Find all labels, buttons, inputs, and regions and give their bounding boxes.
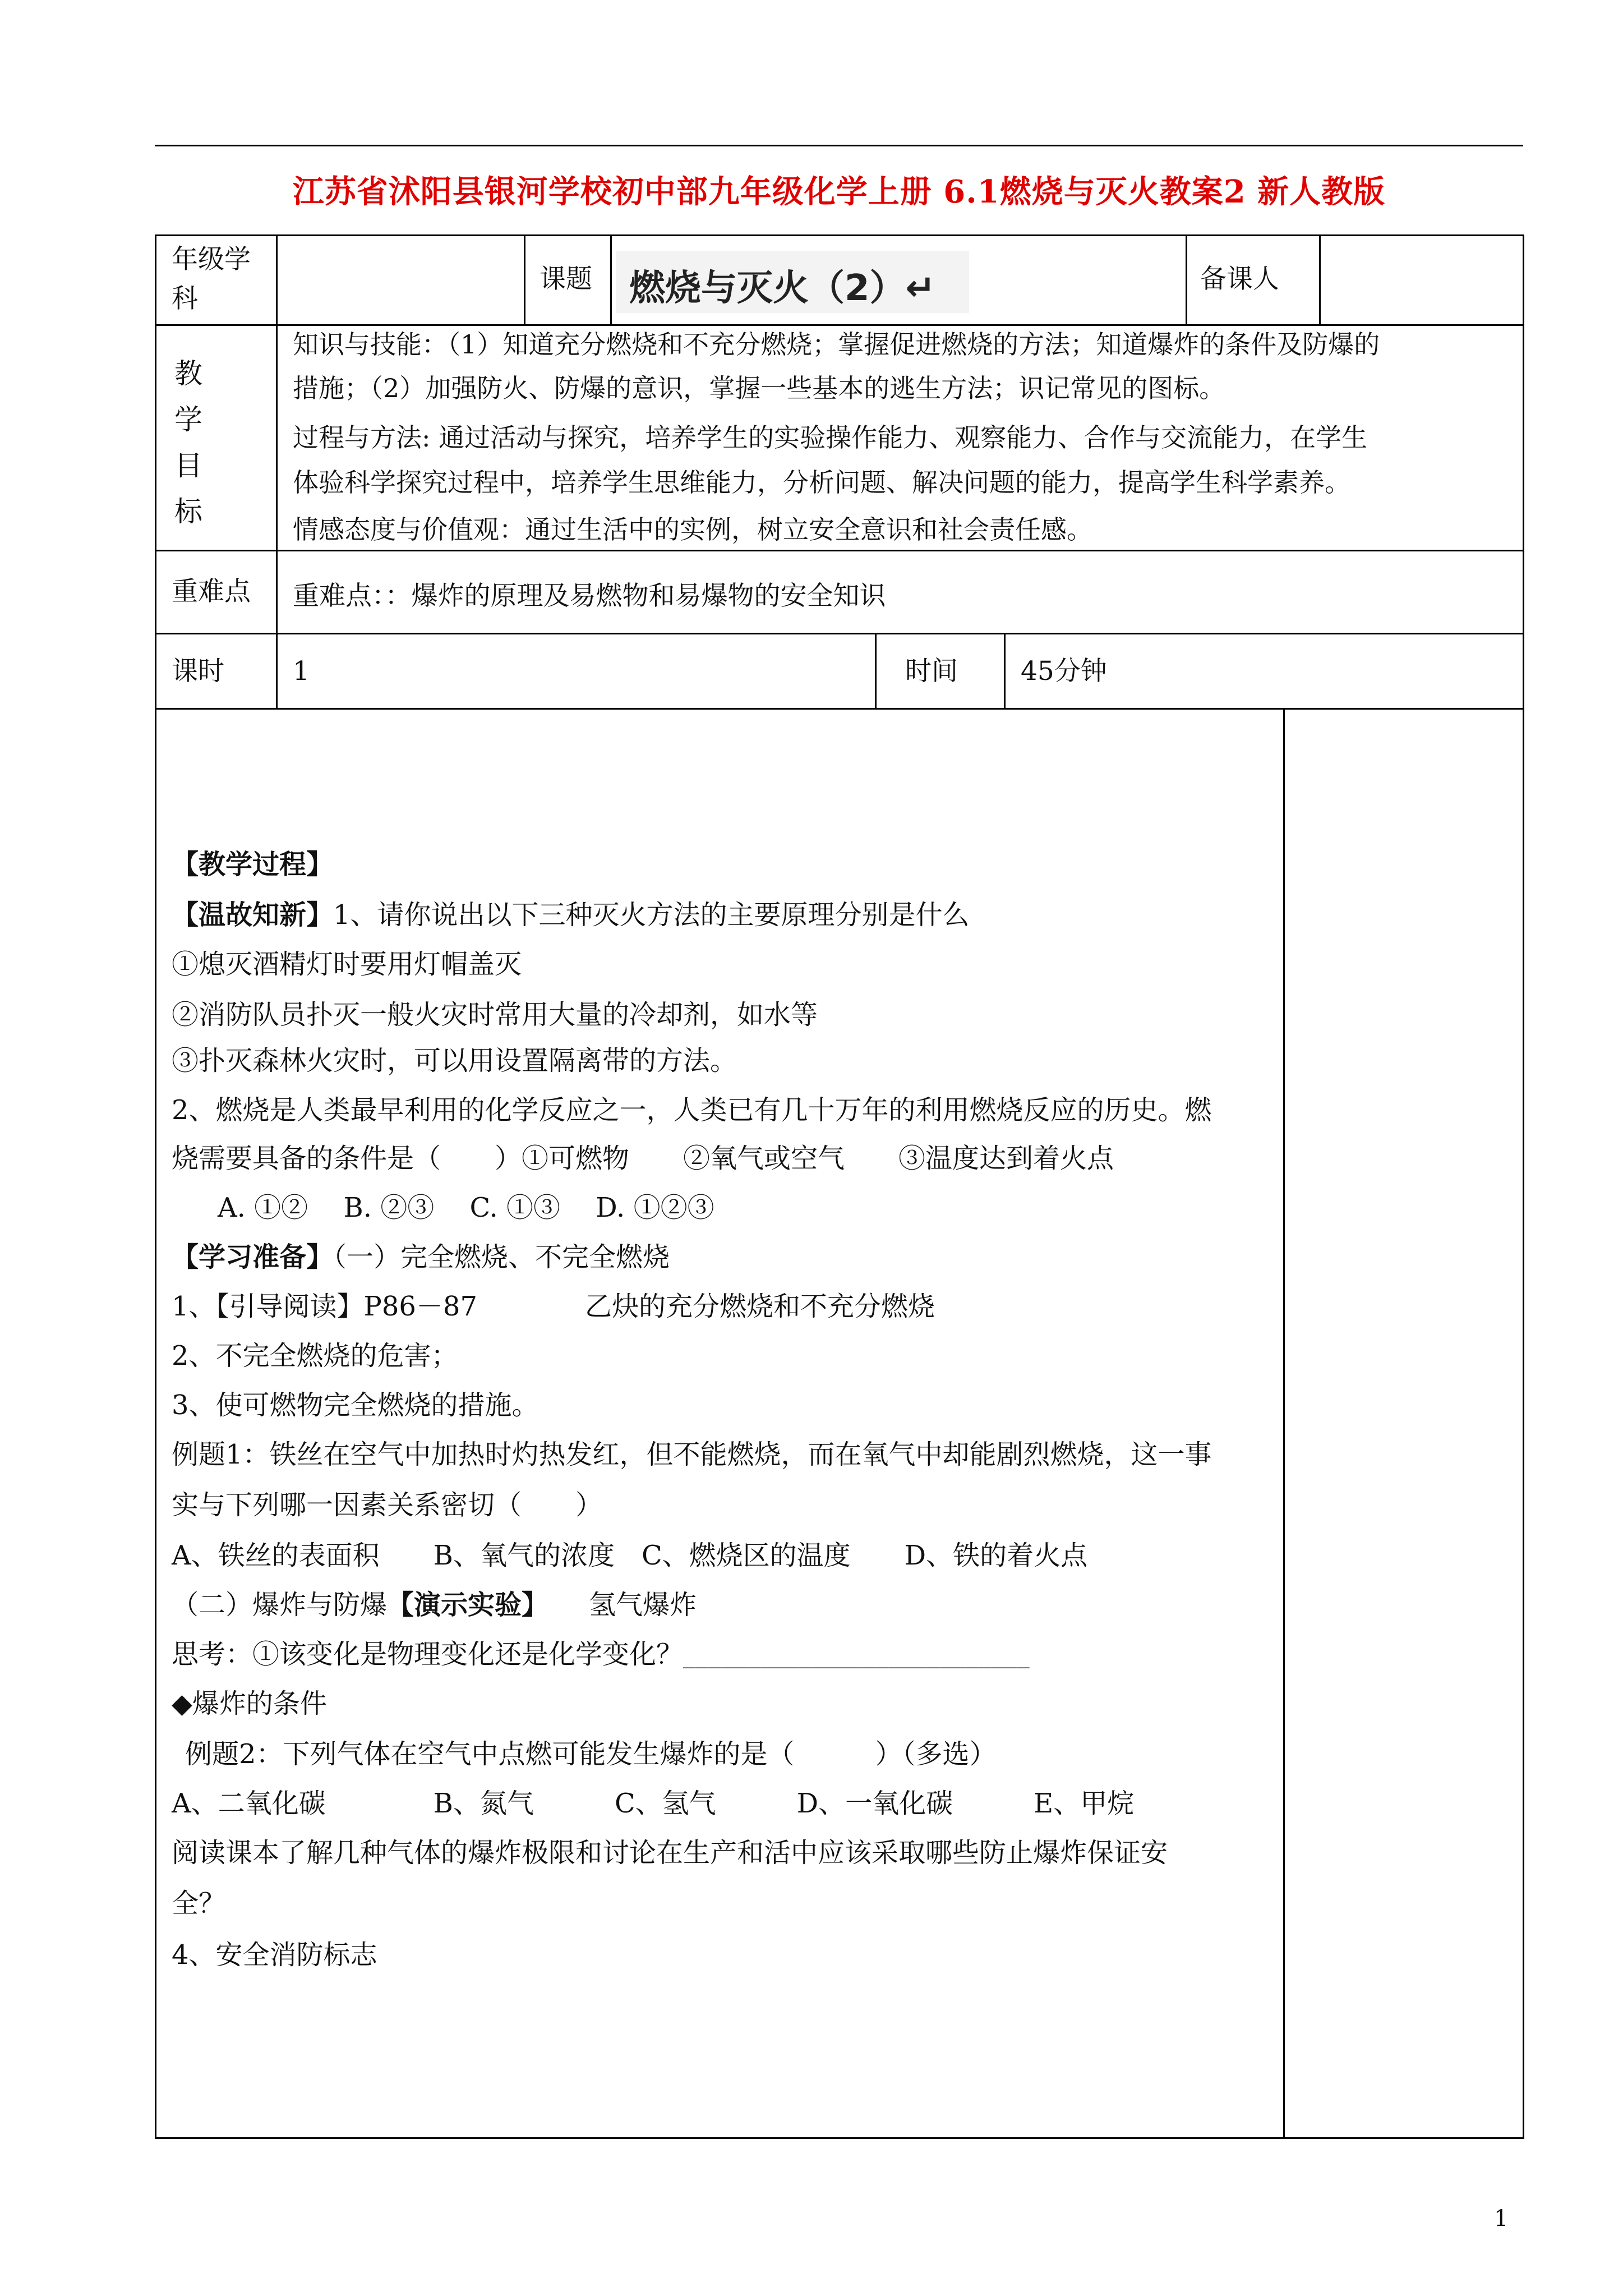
objectives-label-char-4: 标 [174, 495, 202, 528]
explosion-conditions: ◆爆炸的条件 [172, 1688, 327, 1719]
review-heading: 【温故知新】 [172, 899, 334, 931]
objective-line: 体验科学探究过程中，培养学生思维能力，分析问题、解决问题的能力，提高学生科学素养。 [293, 467, 1350, 498]
col-divider-author-left [1186, 234, 1187, 326]
review-question: 1、请你说出以下三种灭火方法的主要原理分别是什么 [333, 899, 970, 931]
prep-item: 3、使可燃物完全燃烧的措施。 [172, 1389, 539, 1421]
key-points-value: 重难点：：爆炸的原理及易燃物和易爆物的安全知识 [293, 581, 886, 611]
objective-line: 情感态度与价值观：通过生活中的实例，树立安全意识和社会责任感。 [293, 514, 1092, 545]
explosion-demo: 【演示实验】 [387, 1589, 536, 1621]
time-value: 45分钟 [1021, 656, 1107, 687]
objectives-label-char-3: 目 [174, 449, 202, 482]
author-label: 备课人 [1200, 264, 1279, 295]
row-divider-2 [155, 550, 1524, 551]
col-divider-author-right [1319, 234, 1321, 326]
prep-item: 1、【引导阅读】P86－87 乙炔的充分燃烧和不充分燃烧 [172, 1291, 935, 1322]
period-value: 1 [293, 656, 310, 687]
grade-label-line1: 年级学 [172, 244, 251, 275]
example-2-options: A、二氧化碳 B、氮气 C、氢气 D、一氧化碳 E、甲烷 [172, 1788, 1135, 1819]
think-blank: ___________________________ [683, 1644, 1030, 1668]
col-divider-time-left [875, 633, 877, 710]
row-divider-4 [155, 708, 1524, 710]
topic-value: 燃烧与灭火（2）↵ [629, 268, 936, 309]
prep-item: A、铁丝的表面积 B、氧气的浓度 C、燃烧区的温度 D、铁的着火点 [172, 1540, 1088, 1571]
period-label: 课时 [172, 656, 224, 687]
process-heading: 【教学过程】 [172, 849, 334, 880]
prep-line [172, 1235, 670, 1274]
think-line [172, 1632, 1030, 1671]
table-border-right [1523, 234, 1524, 2139]
process-item: ③扑灭森林火灾时，可以用设置隔离带的方法。 [172, 1045, 737, 1076]
objectives-label-char-2: 学 [174, 403, 202, 436]
objective-line: 措施；（2）加强防火、防爆的意识，掌握一些基本的逃生方法；识记常见的图标。 [293, 373, 1225, 403]
prep-item: 2、不完全燃烧的危害； [172, 1340, 458, 1372]
page-number: 1 [1494, 2206, 1509, 2231]
time-label: 时间 [905, 656, 958, 687]
think-question: 思考：①该变化是物理变化还是化学变化？ [172, 1639, 684, 1670]
process-item: 烧需要具备的条件是（ ）①可燃物 ②氧气或空气 ③温度达到着火点 [172, 1143, 1114, 1174]
table-border-left [155, 234, 156, 2139]
explosion-prefix: （二）爆炸与防爆 [172, 1589, 388, 1621]
safety-signs-item: 4、安全消防标志 [172, 1939, 377, 1971]
objectives-label-char-1: 教 [174, 357, 202, 390]
process-item-options: A. ①② B. ②③ C. ①③ D. ①②③ [191, 1192, 714, 1223]
prep-item: 例题1：铁丝在空气中加热时灼热发红，但不能燃烧，而在氧气中却能剧烈燃烧，这一事 [172, 1439, 1212, 1470]
table-border-bottom [155, 2137, 1524, 2139]
key-points-label: 重难点 [172, 576, 251, 607]
top-rule [155, 145, 1523, 146]
col-divider-topic-left [524, 234, 525, 326]
process-item: ①熄灭酒精灯时要用灯帽盖灭 [172, 949, 522, 980]
objective-line: 知识与技能：（1）知道充分燃烧和不充分燃烧；掌握促进燃烧的方法；知道爆炸的条件及防爆的 [293, 329, 1380, 360]
col-divider-label [276, 234, 278, 710]
explosion-line [172, 1583, 697, 1622]
explosion-demo-text: 氢气爆炸 [589, 1589, 697, 1621]
prep-item: 实与下列哪一因素关系密切（ ） [172, 1489, 603, 1521]
process-item: ②消防队员扑灭一般火灾时常用大量的冷却剂，如水等 [172, 999, 818, 1030]
document-title: 江苏省沭阳县银河学校初中部九年级化学上册 6.1燃烧与灭火教案2 新人教版 [292, 173, 1386, 210]
topic-value-image [616, 251, 969, 313]
reading-line-2: 全？ [172, 1888, 226, 1919]
topic-label: 课题 [540, 264, 592, 295]
col-divider-time-right [1004, 633, 1006, 710]
row-divider-3 [155, 633, 1524, 634]
objective-line: 过程与方法: 通过活动与探究，培养学生的实验操作能力、观察能力、合作与交流能力，在学生 [293, 422, 1368, 453]
reading-line-1: 阅读课本了解几种气体的爆炸极限和讨论在生产和活中应该采取哪些防止爆炸保证安 [172, 1837, 1168, 1869]
review-line [172, 893, 970, 932]
side-column-divider [1283, 708, 1285, 2139]
col-divider-topic-right [610, 234, 612, 326]
prep-heading: 【学习准备】 [172, 1241, 334, 1273]
process-item: 2、燃烧是人类最早利用的化学反应之一，人类已有几十万年的利用燃烧反应的历史。燃 [172, 1094, 1212, 1126]
example-2: 例题2：下列气体在空气中点燃可能发生爆炸的是（ ）（多选） [185, 1738, 997, 1770]
prep-title: （一）完全燃烧、不完全燃烧 [333, 1241, 670, 1273]
grade-label-line2: 科 [172, 283, 198, 314]
